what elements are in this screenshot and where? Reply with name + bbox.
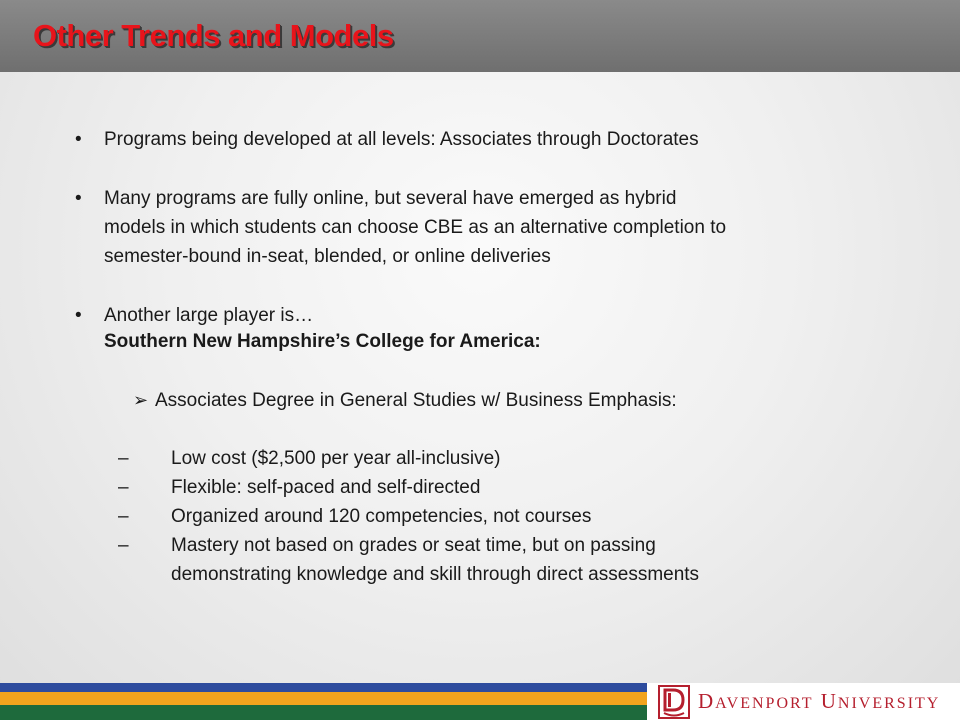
slide-title: Other Trends and Models (33, 18, 394, 53)
bullet-text: Many programs are fully online, but several have emerged as hybrid (104, 188, 677, 209)
bullet-marker: • (75, 129, 82, 150)
dash-marker: – (118, 477, 129, 498)
dash-marker: – (118, 506, 129, 527)
bullet-text: Another large player is… (104, 305, 314, 326)
bullet-marker: • (75, 305, 82, 326)
bullet-text: Programs being developed at all levels: Associates through Doctorates (104, 129, 699, 150)
degree-text: Associates Degree in General Studies w/ Business Emphasis: (155, 390, 677, 411)
bullet-marker: • (75, 188, 82, 209)
college-for-america-heading: Southern New Hampshire’s College for America: (104, 331, 541, 352)
arrow-bullet-icon: ➢ (133, 390, 149, 410)
dash-item-text: Low cost ($2,500 per year all-inclusive) (171, 448, 501, 469)
davenport-shield-icon (658, 685, 690, 719)
dash-marker: – (118, 535, 129, 556)
dash-item-text: Mastery not based on grades or seat time, but on passing (171, 535, 656, 556)
dash-item-text: demonstrating knowledge and skill through direct assessments (171, 564, 700, 585)
bullet-text: semester-bound in-seat, blended, or online deliveries (104, 246, 551, 267)
dash-item-text: Organized around 120 competencies, not courses (171, 506, 592, 527)
university-name: DAVENPORT UNIVERSITY (698, 689, 941, 713)
bullet-text: models in which students can choose CBE as an alternative completion to (104, 217, 727, 238)
dash-item-text: Flexible: self-paced and self-directed (171, 477, 481, 498)
dash-marker: – (118, 448, 129, 469)
